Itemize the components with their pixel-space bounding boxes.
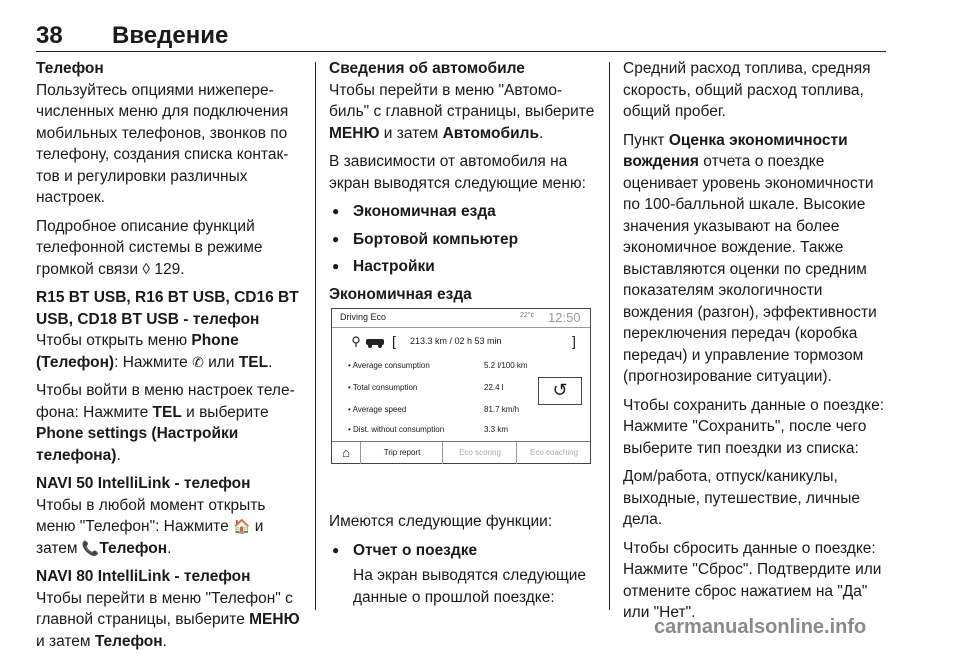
page-number: 38 — [36, 22, 63, 49]
trip-summary-text: 213.3 km / 02 h 53 min — [410, 336, 502, 346]
home-tab-button[interactable] — [332, 442, 360, 464]
clock: 12:50 — [548, 310, 581, 325]
table-row: • Average speed 81.7 km/h — [348, 405, 520, 414]
temperature: 22°c — [520, 312, 535, 319]
section-heading-vehicle-info: Сведения об автомобиле — [329, 60, 525, 77]
page-header — [36, 22, 886, 52]
phone-icon: ✆ — [192, 353, 204, 370]
table-row: • Average consumption 5.2 l/100 km — [348, 361, 528, 370]
table-row: • Dist. without consumption 3.3 km — [348, 425, 509, 434]
paragraph: Дом/работа, отпуск/каникулы, выходные, путешествие, личные дела. — [623, 468, 861, 528]
column-left — [36, 58, 302, 659]
list-item: ● Отчет о поездке — [332, 541, 478, 559]
distance-car-icon — [352, 335, 386, 349]
tab-trip-report[interactable]: Trip report — [360, 442, 443, 464]
driving-eco-screen — [331, 308, 591, 464]
phone-handset-icon: 📞 — [81, 539, 100, 556]
paragraph: Подробное описание функций телефонной системы в режиме громкой связи ◊ 129. — [36, 217, 263, 278]
header-rule — [36, 51, 886, 52]
column-right — [623, 58, 891, 631]
screen-tab-bar — [332, 441, 590, 464]
paragraph: Пункт Оценка экономичности вождения отчета о поездке оценивает уровень экономичности по 100-балльной шкале. Высокие значения указывают на более экономичное вождение. Также выставляются оценки по средним показателям экологичности вождения (разгон), эффективности переключения передач (коробка передач) и управление тормозом (прогнозирование ситуации). — [623, 131, 877, 385]
section-heading-navi80: NAVI 80 IntelliLink - телефон — [36, 568, 251, 585]
paragraph: Средний расход топлива, средняя скорость, общий расход топлива, общий пробег. — [623, 60, 871, 120]
paragraph: Чтобы сохранить данные о поездке: Нажмите "Сохранить", после чего выберите тип поездки из списка: — [623, 396, 885, 457]
tab-eco-scoring[interactable]: Eco scoring — [442, 442, 517, 464]
paragraph: Чтобы перейти в меню "Телефон" с главной страницы, выберите МЕНЮ и затем Телефон. — [36, 589, 300, 650]
table-row: • Total consumption 22.4 l — [348, 383, 504, 392]
reset-button[interactable] — [538, 377, 582, 405]
trip-summary: [ 213.3 km / 02 h 53 min ] — [352, 333, 582, 355]
column-divider — [315, 62, 316, 610]
paragraph: Чтобы открыть меню Phone (Телефон): Нажмите ✆ или TEL. — [36, 332, 273, 371]
screen-title: Driving Eco — [340, 312, 387, 322]
section-heading-phone: Телефон — [36, 60, 104, 77]
paragraph: На экран выводятся следующие данные о прошлой поездке: — [353, 567, 586, 606]
list-item: ● Экономичная езда — [329, 201, 595, 223]
page-title: Введение — [112, 22, 229, 49]
paragraph: Чтобы сбросить данные о поездке: Нажмите "Сброс". Подтвердите или отмените сброс нажатием на "Да" или "Нет". — [623, 539, 882, 621]
paragraph: Имеются следующие функции: — [329, 513, 553, 530]
home-icon: ⌂ — [342, 445, 350, 460]
paragraph: Чтобы перейти в меню "Автомобиль" с главной страницы, выберите МЕНЮ и затем Автомобиль. — [329, 81, 595, 142]
screen-header — [332, 309, 590, 328]
home-icon: 🏠 — [233, 518, 251, 534]
watermark: carmanualsonline.info — [654, 616, 867, 638]
tab-eco-coaching[interactable]: Eco coaching — [516, 442, 591, 464]
paragraph: Чтобы войти в меню настроек телефона: Нажмите TEL и выберите Phone settings (Настройки телефона). — [36, 382, 295, 464]
list-item: ● Бортовой компьютер — [329, 229, 595, 251]
list-item: ● Настройки — [329, 256, 595, 278]
section-heading-navi50: NAVI 50 IntelliLink - телефон — [36, 475, 251, 492]
reset-icon: ↺ — [552, 380, 568, 400]
column-divider — [609, 62, 610, 610]
section-heading-eco: Экономичная езда — [329, 285, 472, 303]
paragraph: Чтобы в любой момент открыть меню "Телефон": Нажмите 🏠 и затем 📞Телефон. — [36, 496, 266, 557]
menu-list — [329, 201, 595, 278]
section-heading-r15: R15 BT USB, R16 BT USB, CD16 BT USB, CD18 BT USB - телефон — [36, 289, 299, 328]
paragraph: Пользуйтесь опциями нижеперечисленных меню для подключения мобильных телефонов, звонков по телефону, создания списка контактов и регулировки различных настроек. — [36, 81, 289, 206]
paragraph: В зависимости от автомобиля на экран выводятся следующие меню: — [329, 153, 586, 192]
